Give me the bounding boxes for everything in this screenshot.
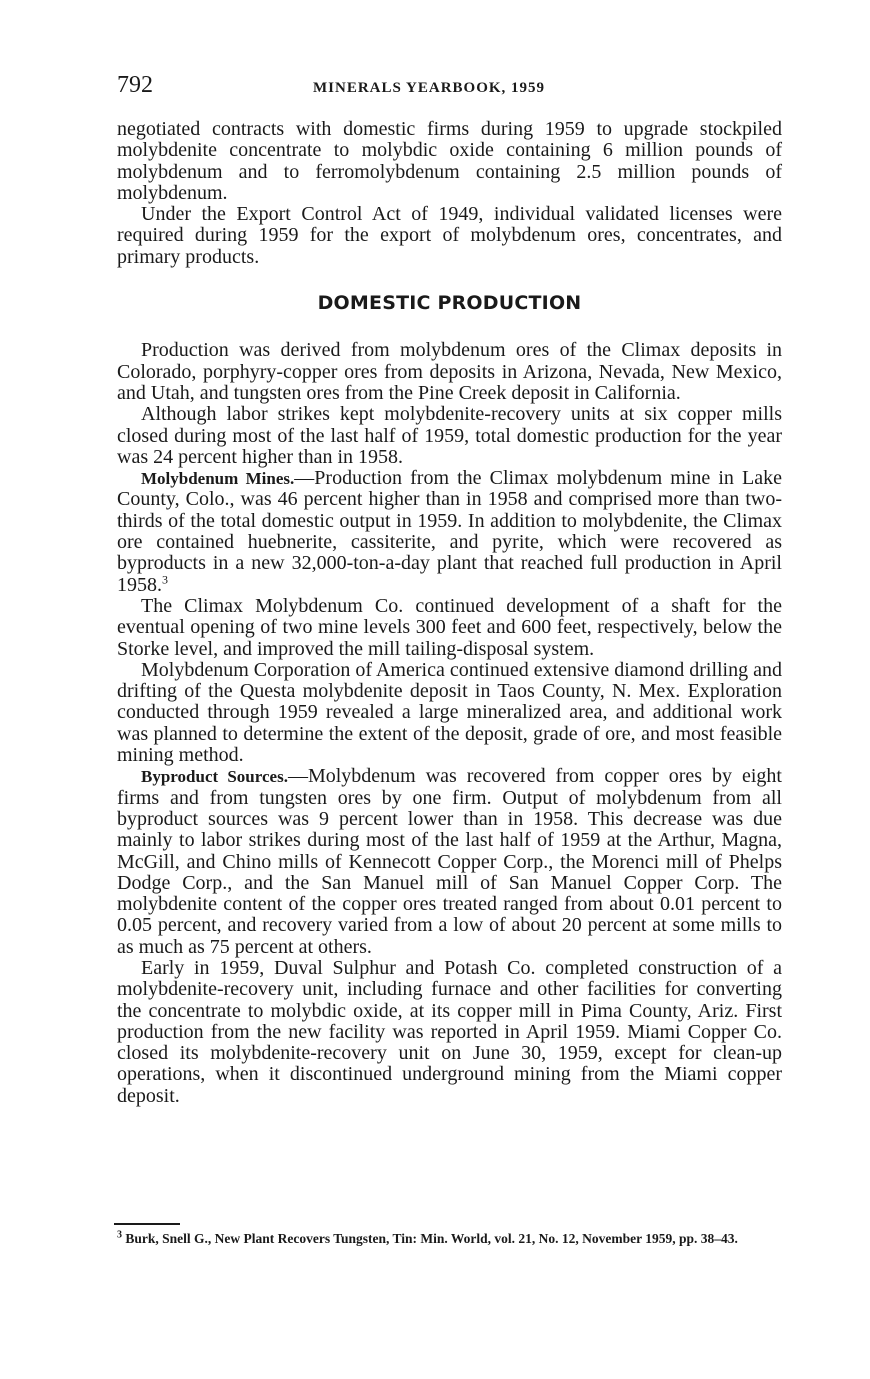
paragraph-text: —Production from the Climax molybdenum mine in Lake County, Colo., was 46 percent higher than in 1958 and comprised more than two-thirds of the total domestic output in 1959. In addition to molybdenite, the Climax ore contained huebnerite, cassiterite, and pyrite, which were recovered as byproducts in a new 32,000-ton-a-day plant that reached full production in April 1958. xyxy=(117,467,782,596)
footnote-rule xyxy=(114,1223,180,1225)
footnote xyxy=(117,1229,782,1246)
paragraph-byproduct-sources xyxy=(117,766,782,958)
paragraph-export-control: Under the Export Control Act of 1949, individual validated licenses were required during 1959 for the export of molybdenum ores, concentrates, and primary products. xyxy=(117,203,782,268)
paragraph-molybdenum-mines xyxy=(117,468,782,596)
footnote-number: 3 xyxy=(117,1229,122,1241)
section-heading: DOMESTIC PRODUCTION xyxy=(317,292,582,315)
paragraph-labor-strikes: Although labor strikes kept molybdenite-recovery units at six copper mills closed during most of the last half of 1959, total domestic production for the year was 24 percent higher than in 1958. xyxy=(117,403,782,468)
page-number: 792 xyxy=(117,72,153,98)
footnote-text: Burk, Snell G., New Plant Recovers Tungsten, Tin: Min. World, vol. 21, No. 12, November 1959, pp. 38–43. xyxy=(125,1231,738,1246)
runin-heading-mines: Molybdenum Mines. xyxy=(141,469,295,489)
paragraph-climax-shaft: The Climax Molybdenum Co. continued development of a shaft for the eventual opening of two mine levels 300 feet and 600 feet, respectively, below the Storke level, and improved the mill tailing-disposal system. xyxy=(117,594,782,660)
page-header xyxy=(117,72,782,108)
paragraph-continued: negotiated contracts with domestic firms during 1959 to upgrade stockpiled molybdenite concentrate to molybdic oxide containing 6 million pounds of molybdenum and to ferromolybdenum containing 2.5 million pounds of molybdenum. xyxy=(117,118,782,204)
running-head: MINERALS YEARBOOK, 1959 xyxy=(313,80,546,96)
paragraph-questa-deposit: Molybdenum Corporation of America continued extensive diamond drilling and drifting of the Questa molybdenite deposit in Taos County, N. Mex. Exploration conducted through 1959 revealed a large mineralized area, and additional work was planned to determine the extent of the deposit, grade of ore, and most feasible mining method. xyxy=(117,658,782,767)
paragraph-production-sources: Production was derived from molybdenum ores of the Climax deposits in Colorado, porphyry-copper ores from deposits in Arizona, Nevada, New Mexico, and Utah, and tungsten ores from the Pine Creek deposit in California. xyxy=(117,339,782,404)
footnote-reference[interactable]: 3 xyxy=(162,571,168,586)
paragraph-duval-miami: Early in 1959, Duval Sulphur and Potash Co. completed construction of a molybdenite-recovery unit, including furnace and other facilities for converting the concentrate to molybdic oxide, at its copper mill in Pima County, Ariz. First production from the new facility was reported in April 1959. Miami Copper Co. closed its molybdenite-recovery unit on June 30, 1959, except for clean-up operations, when it discontinued underground mining from the Miami copper deposit. xyxy=(117,956,782,1107)
runin-heading-byproduct: Byproduct Sources. xyxy=(141,767,288,787)
body-text xyxy=(117,119,782,1107)
paragraph-text: —Molybdenum was recovered from copper ores by eight firms and from tungsten ores by one firm. Output of molybdenum from all byproduct sources was 9 percent lower than in 1958. This decrease was due mainly to labor strikes during most of the last half of 1959 at the Arthur, Magna, McGill, and Chino mills of Kennecott Copper Corp., the Morenci mill of Phelps Dodge Corp., and the San Manuel mill of San Manuel Copper Corp. The molybdenite content of the copper ores treated ranged from about 0.01 percent to 0.05 percent, and recovery varied from a low of about 20 percent at some mills to as much as 75 percent at others. xyxy=(117,765,782,958)
